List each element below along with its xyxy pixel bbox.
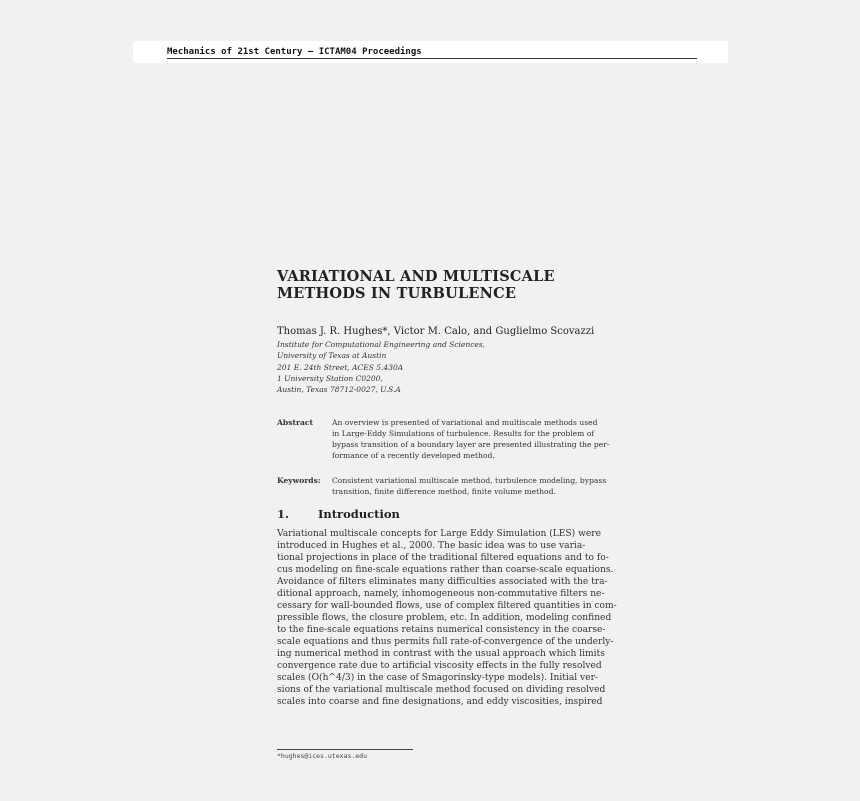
body-line: scales (O(h^4/3) in the case of Smagorinsky-type models). Initial ver- [277,673,598,683]
section-heading [277,507,400,521]
abstract-text [332,417,619,461]
abstract [277,417,619,461]
keywords [277,475,619,497]
body-line: cus modeling on fine-scale equations rather than coarse-scale equations. [277,565,614,575]
affiliation-line: Austin, Texas 78712-0027, U.S.A [277,385,401,395]
body-line: pressible flows, the closure problem, etc. In addition, modeling confined [277,613,612,623]
footnote: *hughes@ices.utexas.edu [277,752,368,760]
abstract-line: formance of a recently developed method. [332,451,495,460]
abstract-label: Abstract [277,418,314,427]
body-line: to the fine-scale equations retains numerical consistency in the coarse- [277,625,606,635]
body-line: scales into coarse and fine designations, and eddy viscosities, inspired [277,697,603,707]
body-line: sions of the variational multiscale method focused on dividing resolved [277,685,606,695]
section-title: Introduction [318,507,400,521]
body-line: Variational multiscale concepts for Large Eddy Simulation (LES) were [277,529,601,539]
keywords-label: Keywords: [277,476,321,485]
body-line: scale equations and thus permits full rate-of-convergence of the underly- [277,637,614,647]
affiliation-line: 201 E. 24th Street, ACES 5.430A [277,362,404,372]
body-line: convergence rate due to artificial viscosity effects in the fully resolved [277,661,602,671]
body-text [277,528,619,708]
paper-title [277,268,637,302]
affiliation-line: University of Texas at Austin [277,351,387,361]
body-line: ing numerical method in contrast with the usual approach which limits [277,649,605,659]
abstract-line: An overview is presented of variational and multiscale methods used [332,418,598,427]
author-list: Thomas J. R. Hughes*, Victor M. Calo, and Guglielmo Scovazzi [277,326,595,337]
title-line: VARIATIONAL AND MULTISCALE [277,268,555,285]
keywords-line: transition, finite difference method, finite volume method. [332,487,556,496]
body-line: Avoidance of filters eliminates many difficulties associated with the tra- [277,577,608,587]
footnote-rule [277,749,413,750]
body-line: introduced in Hughes et al., 2000. The basic idea was to use varia- [277,541,586,551]
affiliation-line: 1 University Station C0200, [277,373,383,383]
title-line: METHODS IN TURBULENCE [277,285,517,302]
affiliation-line: Institute for Computational Engineering and Sciences, [277,340,486,349]
body-line: ditional approach, namely, inhomogeneous non-commutative filters ne- [277,589,605,599]
abstract-line: in Large-Eddy Simulations of turbulence. Results for the problem of [332,429,595,438]
running-head: Mechanics of 21st Century – ICTAM04 Proceedings [167,47,697,59]
section-number: 1. [277,507,290,521]
keywords-text [332,475,619,497]
body-line: cessary for wall-bounded flows, use of complex filtered quantities in com- [277,601,617,611]
affiliation [277,339,485,395]
abstract-line: bypass transition of a boundary layer are presented illustrating the per- [332,440,610,449]
keywords-line: Consistent variational multiscale method, turbulence modeling, bypass [332,476,607,485]
body-line: tional projections in place of the traditional filtered equations and to fo- [277,553,609,563]
